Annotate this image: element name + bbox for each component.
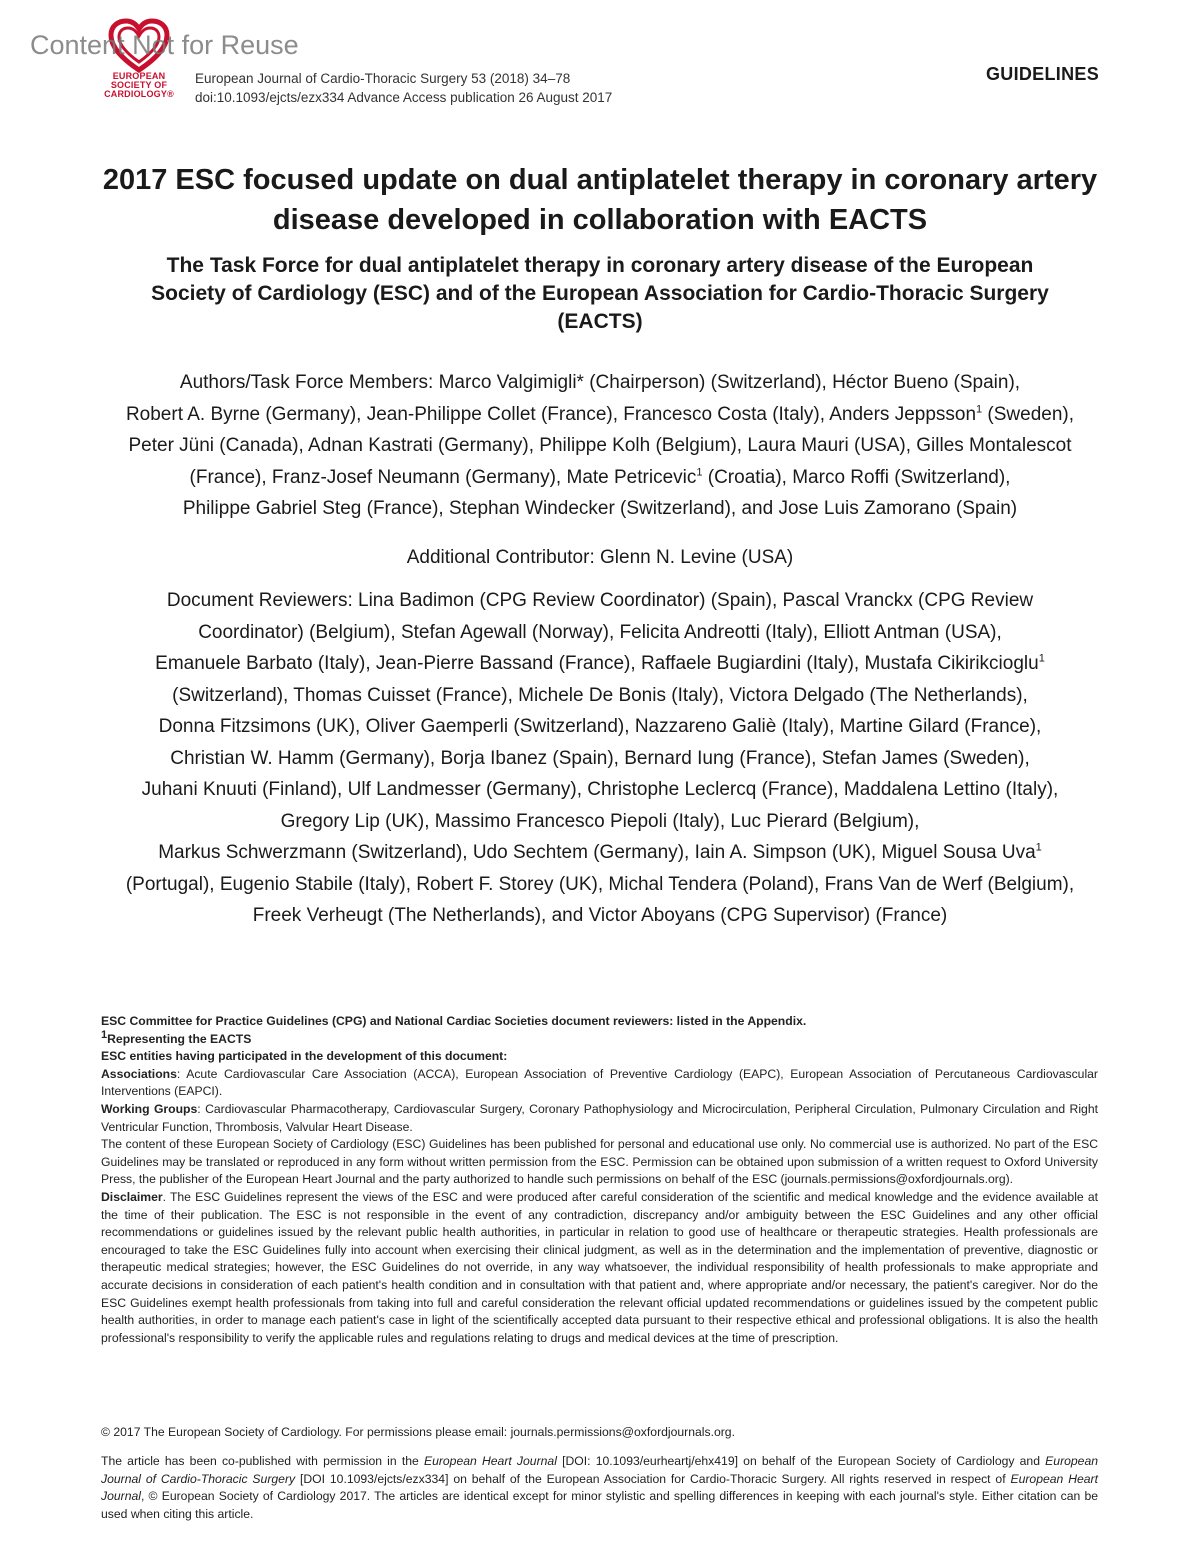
journal-citation: European Journal of Cardio-Thoracic Surgery 53 (2018) 34–78 bbox=[195, 71, 571, 86]
reviewers-block bbox=[105, 585, 1095, 932]
working-groups-note: Working Groups: Cardiovascular Pharmacotherapy, Cardiovascular Surgery, Coronary Pathophysiology and Microcirculation, Peripheral Circulation, Pulmonary Circulation and Right Ventricular Function, Thrombosis, Valvular Heart Disease. bbox=[101, 1101, 1098, 1134]
authors-block bbox=[105, 367, 1095, 525]
reviewer-line: Markus Schwerzmann (Switzerland), Udo Sechtem (Germany), Iain A. Simpson (UK), Miguel Sousa Uva$^1$ bbox=[158, 841, 1042, 863]
watermark: Content Not for Reuse bbox=[30, 30, 299, 60]
reviewer-line: Gregory Lip (UK), Massimo Francesco Piepoli (Italy), Luc Pierard (Belgium), bbox=[280, 810, 920, 832]
reviewer-line: Coordinator) (Belgium), Stefan Agewall (Norway), Felicita Andreotti (Italy), Elliott Antman (USA), bbox=[198, 621, 1002, 643]
reviewer-line: Emanuele Barbato (Italy), Jean-Pierre Bassand (France), Raffaele Bugiardini (Italy), Mustafa Cikirikcioglu$^1$ bbox=[155, 652, 1045, 674]
cpg-note: ESC Committee for Practice Guidelines (CPG) and National Cardiac Societies document reviewers: listed in the Appendix. bbox=[101, 1014, 807, 1028]
reviewer-line: (Portugal), Eugenio Stabile (Italy), Robert F. Storey (UK), Michal Tendera (Poland), Frans Van de Werf (Belgium), bbox=[125, 873, 1075, 895]
author-line: Peter Jüni (Canada), Adnan Kastrati (Germany), Philippe Kolh (Belgium), Laura Mauri (USA), Gilles Montalescot bbox=[128, 435, 1072, 456]
paper-subtitle: The Task Force for dual antiplatelet therapy in coronary artery disease of the European Society of Cardiology (ESC) and of the European Association for Cardio-Thoracic Surgery (EACTS) bbox=[151, 254, 1049, 333]
author-line: (France), Franz-Josef Neumann (Germany), Mate Petricevic$^1$ (Croatia), Marco Roffi (Switzerland), bbox=[189, 466, 1011, 488]
author-line: Philippe Gabriel Steg (France), Stephan Windecker (Switzerland), and Jose Luis Zamorano (Spain) bbox=[182, 498, 1018, 519]
disclaimer: Disclaimer. The ESC Guidelines represent the views of the ESC and were produced after careful consideration of the scientific and medical knowledge and the evidence available at the time of their publication. The ESC is not responsible in the event of any contradiction, discrepancy and/or ambiguity between the ESC Guidelines and any other official recommendations or guidelines issued by the relevant public health authorities, in particular in relation to good use of healthcare or therapeutic strategies. Health professionals are encouraged to take the ESC Guidelines fully into account when exercising their clinical judgment, as well as in the determination and the implementation of preventive, diagnostic or therapeutic medical strategies; however, the ESC Guidelines do not override, in any way whatsoever, the individual responsibility of health professionals to make appropriate and accurate decisions in consideration of each patient's health condition and in consultation with that patient and, where appropriate and/or necessary, the patient's caregiver. Nor do the ESC Guidelines exempt health professionals from taking into full and careful consideration the relevant official updated recommendations or guidelines issued by the competent public health authorities, in order to manage each patient's case in light of the scientifically accepted data pursuant to their respective ethical and professional obligations. It is also the health professional's responsibility to verify the applicable rules and regulations relating to drugs and medical devices at the time of prescription. bbox=[101, 1189, 1098, 1345]
author-line: Robert A. Byrne (Germany), Jean-Philippe Collet (France), Francesco Costa (Italy), Anders Jeppsson$^1$ (Sweden), bbox=[125, 403, 1075, 425]
reviewer-line: Freek Verheugt (The Netherlands), and Victor Aboyans (CPG Supervisor) (France) bbox=[252, 905, 948, 926]
eacts-note: $^1$Representing the EACTS bbox=[101, 1028, 252, 1046]
additional-contributor: Additional Contributor: Glenn N. Levine (USA) bbox=[406, 547, 794, 568]
content-notice: The content of these European Society of Cardiology (ESC) Guidelines has been published for personal and educational use only. No commercial use is authorized. No part of the ESC Guidelines may be translated or reproduced in any form without written permission from the ESC. Permission can be obtained upon submission of a written request to Oxford University Press, the publisher of the European Heart Journal and the party authorized to handle such permissions on behalf of the ESC (journals.permissions@oxfordjournals.org). bbox=[101, 1137, 1098, 1187]
reviewer-line: Juhani Knuuti (Finland), Ulf Landmesser (Germany), Christophe Leclercq (France), Maddalena Lettino (Italy), bbox=[141, 779, 1059, 800]
footnotes bbox=[101, 1013, 1098, 1347]
copublication-note: The article has been co-published with permission in the European Heart Journal [DOI: 10.1093/eurheartj/ehx419] on behalf of the European Society of Cardiology and European Journal of Cardio-Thoracic Surgery [DOI 10.1093/ejcts/ezx334] on behalf of the European Association for Cardio-Thoracic Surgery. All rights reserved in respect of European Heart Journal, © European Society of Cardiology 2017. The articles are identical except for minor stylistic and spelling differences in keeping with each journal's style. Either citation can be used when citing this article. bbox=[101, 1454, 1099, 1521]
reviewer-line: (Switzerland), Thomas Cuisset (France), Michele De Bonis (Italy), Victora Delgado (The Netherlands), bbox=[172, 684, 1028, 706]
associations-note: Associations: Acute Cardiovascular Care Association (ACCA), European Association of Preventive Cardiology (EAPC), European Association of Percutaneous Cardiovascular Interventions (EAPCI). bbox=[101, 1066, 1098, 1099]
reviewer-line: Christian W. Hamm (Germany), Borja Ibanez (Spain), Bernard Iung (France), Stefan James (Sweden), bbox=[170, 747, 1030, 769]
section-tag: GUIDELINES bbox=[985, 64, 1099, 84]
entities-heading: ESC entities having participated in the development of this document: bbox=[101, 1049, 508, 1064]
paper-title: 2017 ESC focused update on dual antiplatelet therapy in coronary artery disease developed in collaboration with EACTS bbox=[102, 164, 1098, 236]
reviewer-line: Document Reviewers: Lina Badimon (CPG Review Coordinator) (Spain), Pascal Vranckx (CPG Review bbox=[166, 590, 1034, 611]
doi-line: doi:10.1093/ejcts/ezx334 Advance Access publication 26 August 2017 bbox=[195, 90, 613, 105]
reviewer-line: Donna Fitzsimons (UK), Oliver Gaemperli (Switzerland), Nazzareno Galiè (Italy), Martine Gilard (France), bbox=[158, 716, 1042, 737]
logo-org-name: EUROPEAN SOCIETY OF CARDIOLOGY® bbox=[104, 71, 174, 99]
author-line: Authors/Task Force Members: Marco Valgimigli* (Chairperson) (Switzerland), Héctor Bueno (Spain), bbox=[179, 372, 1021, 393]
copyright-line: © 2017 The European Society of Cardiology. For permissions please email: journals.permissions@oxfordjournals.org. bbox=[101, 1425, 735, 1439]
